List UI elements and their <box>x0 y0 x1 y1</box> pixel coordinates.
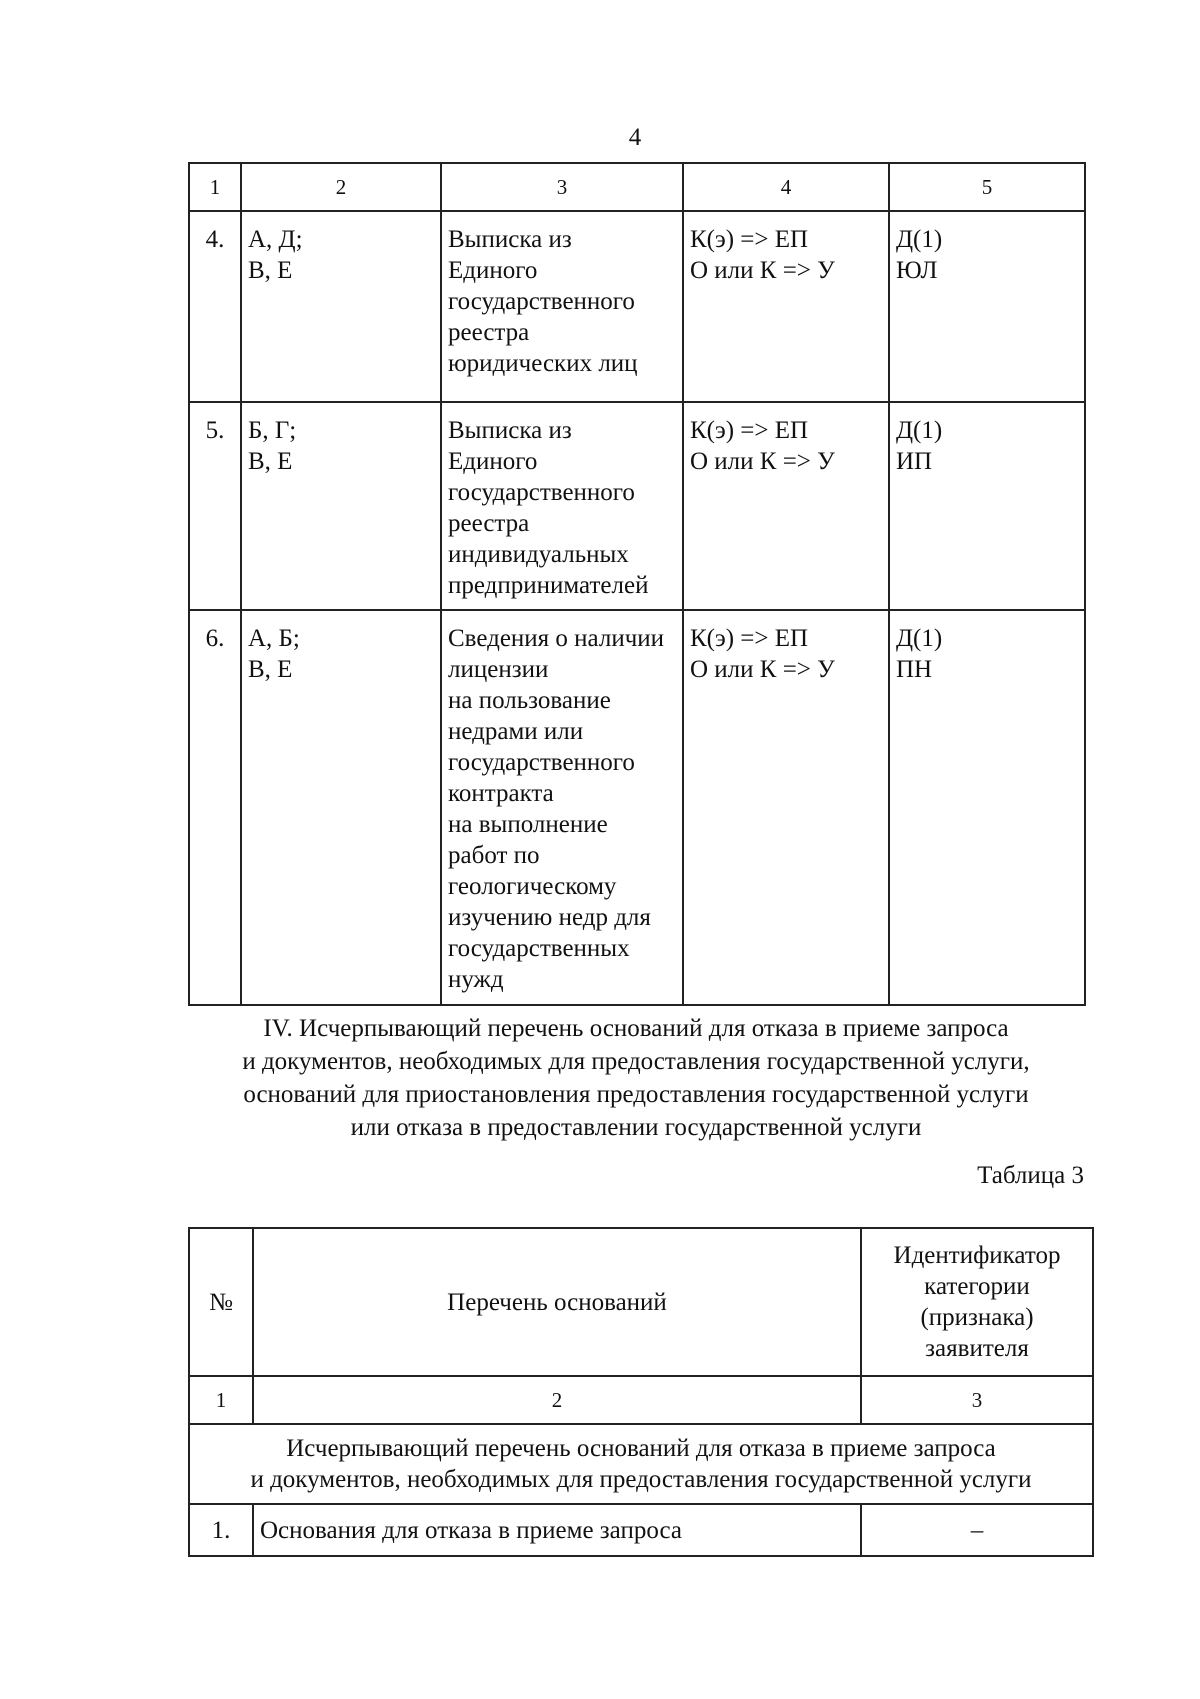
refusal-grounds-table <box>188 1227 1094 1557</box>
column-number: 1 <box>189 1376 253 1424</box>
cell-line: К(э) => ЕП <box>690 226 809 253</box>
ground-text: Основания для отказа в приеме запроса <box>253 1504 861 1556</box>
cell-line: геологическому <box>448 873 617 900</box>
cell-line: контракта <box>448 780 554 807</box>
cell-line: ЮЛ <box>896 257 938 284</box>
header-cell: 1 <box>189 163 241 211</box>
document-id-cell <box>889 402 1085 610</box>
cell-line: О или К => У <box>690 257 835 284</box>
document-name-cell <box>441 610 683 1005</box>
subsection-title <box>189 1424 1093 1504</box>
cell-line: Исчерпывающий перечень оснований для отказа в приеме запроса <box>286 1435 996 1462</box>
cell-line: Д(1) <box>896 625 943 652</box>
cell-line: предпринимателей <box>448 572 649 599</box>
column-number-row <box>189 1376 1093 1424</box>
cell-line: государственных <box>448 935 630 962</box>
cell-line: Д(1) <box>896 417 943 444</box>
cell-line: О или К => У <box>690 448 835 475</box>
column-number: 2 <box>253 1376 861 1424</box>
table-row <box>189 610 1085 1005</box>
cell-line: Единого <box>448 448 538 475</box>
section-title-line: или отказа в предоставлении государственной услуги <box>350 1114 922 1141</box>
table-row <box>189 402 1085 610</box>
table-label: Таблица 3 <box>977 1162 1084 1189</box>
cell-line: юридических лиц <box>448 350 638 377</box>
page-number: 4 <box>628 124 642 151</box>
cell-line: изучению недр для <box>448 904 651 931</box>
cell-line: Д(1) <box>896 226 943 253</box>
section-title-line: IV. Исчерпывающий перечень оснований для отказа в приеме запроса <box>263 1015 1009 1042</box>
column-number: 3 <box>861 1376 1093 1424</box>
cell-line: индивидуальных <box>448 541 629 568</box>
document-name-cell <box>441 402 683 610</box>
row-number: 4. <box>189 211 241 402</box>
cell-line: и документов, необходимых для предоставления государственной услуги <box>250 1466 1032 1493</box>
cell-line: Единого <box>448 257 538 284</box>
row-number: 6. <box>189 610 241 1005</box>
cell-line: заявителя <box>925 1335 1029 1362</box>
cell-line: работ по <box>448 842 540 869</box>
cell-line: А, Д; <box>248 226 303 253</box>
cell-line: В, Е <box>248 448 293 475</box>
cell-line: Б, Г; <box>248 417 297 444</box>
applicant-categories-cell <box>241 402 441 610</box>
cell-line: государственного <box>448 479 635 506</box>
row-number: 5. <box>189 402 241 610</box>
cell-line: В, Е <box>248 257 293 284</box>
cell-line: на выполнение <box>448 811 608 838</box>
cell-line: государственного <box>448 288 635 315</box>
document-id-cell <box>889 610 1085 1005</box>
cell-line: Выписка из <box>448 226 572 253</box>
cell-line: Выписка из <box>448 417 572 444</box>
cell-line: на пользование <box>448 687 611 714</box>
cell-line: лицензии <box>448 656 549 683</box>
identifier-header <box>861 1228 1093 1376</box>
table-header-row <box>189 1228 1093 1376</box>
identifier-value: – <box>861 1504 1093 1556</box>
cell-line: К(э) => ЕП <box>690 625 809 652</box>
subsection-row <box>189 1424 1093 1504</box>
document-id-cell <box>889 211 1085 402</box>
cell-line: нужд <box>448 966 504 993</box>
cell-line: Сведения о наличии <box>448 625 665 652</box>
submission-method-cell <box>683 402 889 610</box>
submission-method-cell <box>683 610 889 1005</box>
applicant-documents-table <box>188 162 1086 1006</box>
grounds-header: Перечень оснований <box>253 1228 861 1376</box>
header-cell: 2 <box>241 163 441 211</box>
number-header: № <box>189 1228 253 1376</box>
header-cell: 5 <box>889 163 1085 211</box>
applicant-categories-cell <box>241 211 441 402</box>
submission-method-cell <box>683 211 889 402</box>
table-header-row <box>189 163 1085 211</box>
cell-line: категории <box>924 1273 1030 1300</box>
cell-line: недрами или <box>448 718 584 745</box>
cell-line: реестра <box>448 510 530 537</box>
document-name-cell <box>441 211 683 402</box>
header-cell: 4 <box>683 163 889 211</box>
cell-line: О или К => У <box>690 656 835 683</box>
cell-line: государственного <box>448 749 635 776</box>
cell-line: А, Б; <box>248 625 300 652</box>
cell-line: В, Е <box>248 656 293 683</box>
section-title <box>188 1012 1084 1144</box>
header-cell: 3 <box>441 163 683 211</box>
section-title-line: и документов, необходимых для предоставления государственной услуги, <box>242 1048 1030 1075</box>
cell-line: Идентификатор <box>893 1242 1061 1269</box>
table-row <box>189 1504 1093 1556</box>
cell-line: (признака) <box>920 1304 1034 1331</box>
table-row <box>189 211 1085 402</box>
section-title-line: оснований для приостановления предоставления государственной услуги <box>243 1081 1029 1108</box>
cell-line: ПН <box>896 656 933 683</box>
cell-line: К(э) => ЕП <box>690 417 809 444</box>
cell-line: ИП <box>896 448 933 475</box>
applicant-categories-cell <box>241 610 441 1005</box>
cell-line: реестра <box>448 319 530 346</box>
row-number: 1. <box>189 1504 253 1556</box>
